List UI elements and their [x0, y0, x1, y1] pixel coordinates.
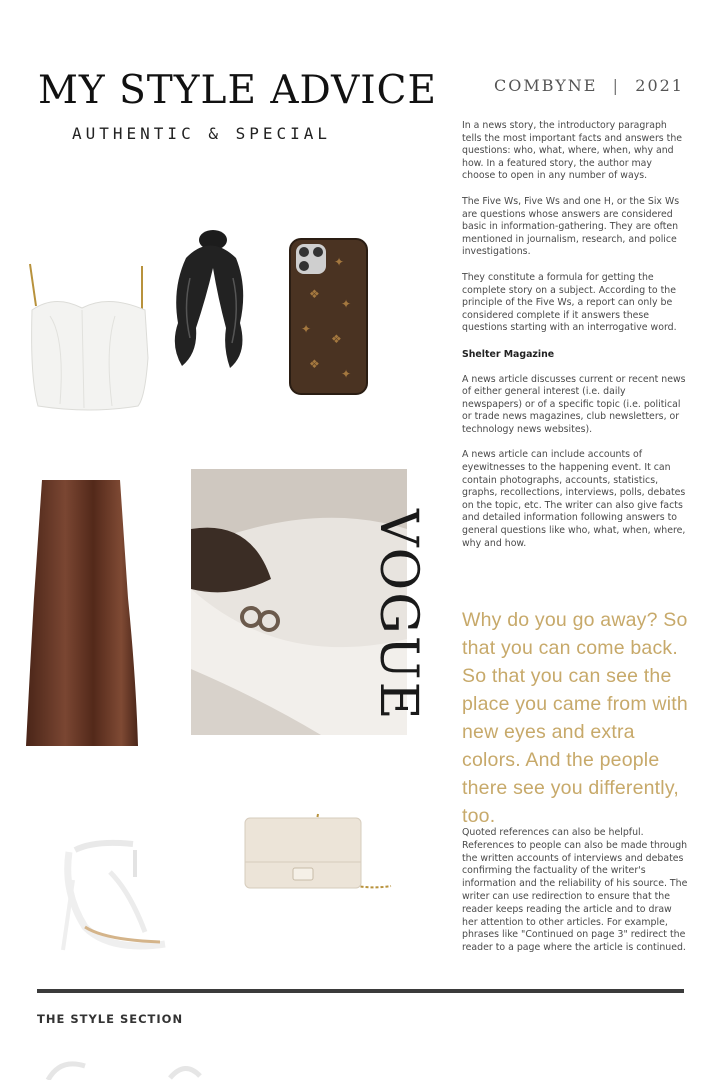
article-paragraph: A news article can include accounts of eyewitnesses to the happening event. It can contain photographs, accounts, statistics, graphs, recollections, interviews, polls, debates on the topic, etc. The writer can also give facts and detailed information following answers to general questions like who, what, when, where, why and how. — [462, 449, 686, 549]
svg-text:❖: ❖ — [331, 332, 342, 346]
bottom-shoe-image — [40, 1058, 210, 1080]
brand-separator: | — [612, 76, 621, 95]
brown-satin-skirt-image[interactable] — [24, 478, 140, 748]
cream-chain-bag-image[interactable] — [243, 812, 393, 892]
brand-year: 2021 — [635, 76, 684, 95]
monogram-phone-case-image[interactable] — [289, 238, 369, 396]
svg-text:❖: ❖ — [309, 357, 320, 371]
page-title: MY STYLE ADVICE — [38, 68, 437, 113]
svg-text:✦: ✦ — [334, 255, 345, 269]
magazine-heading: Shelter Magazine — [462, 348, 555, 360]
vogue-magazine-photo[interactable] — [191, 469, 428, 735]
article-column — [462, 120, 686, 563]
white-strappy-heels-image[interactable] — [55, 832, 175, 962]
article-paragraph: In a news story, the introductory paragraph tells the most important facts and answers the questions: who, what, where, when, why and how. In a featured story, the author may choose to open in any number of ways. — [462, 120, 683, 182]
page-subtitle: AUTHENTIC & SPECIAL — [72, 124, 332, 143]
article-paragraph: They constitute a formula for getting the complete story on a subject. According to the principle of the Five Ws, a report can only be considered complete if it answers these questions starting with an interrogative word. — [462, 271, 677, 334]
section-divider — [37, 989, 684, 993]
brand-name: COMBYNE — [494, 76, 598, 95]
brand-line — [494, 76, 684, 95]
svg-text:✦: ✦ — [341, 297, 352, 311]
wavy-black-hair-image[interactable] — [168, 228, 253, 373]
white-corset-top-image[interactable] — [20, 258, 155, 413]
pull-quote: Why do you go away? So that you can come back. So that you can see the place you came from with new eyes and extra colors. And the people there see you differently, too. — [462, 609, 688, 827]
magazine-cover-text: VOGUE — [368, 509, 428, 722]
svg-text:✦: ✦ — [301, 322, 312, 336]
svg-text:✦: ✦ — [341, 367, 352, 381]
section-label: THE STYLE SECTION — [37, 1012, 184, 1026]
article-paragraph: The Five Ws, Five Ws and one H, or the Six Ws are questions whose answers are considered basic in information-gathering. They are often mentioned in journalism, research, and police investigations. — [462, 195, 680, 258]
quote-references-paragraph: Quoted references can also be helpful. References to people can also be made through the written accounts of interviews and debates confirming the factuality of the writer's information and the reliability of his source. The writer can use redirection to ensure that the reader keeps reading the article and to draw her attention to other articles. For example, phrases like "Continued on page 3" redirect the reader to a page where the article is continued. — [462, 827, 688, 954]
article-paragraph: A news article discusses current or recent news of either general interest (i.e. daily newspapers) or of a specific topic (i.e. political or trade news magazines, club newsletters, or technology news websites). — [462, 373, 686, 435]
svg-text:❖: ❖ — [309, 287, 320, 301]
